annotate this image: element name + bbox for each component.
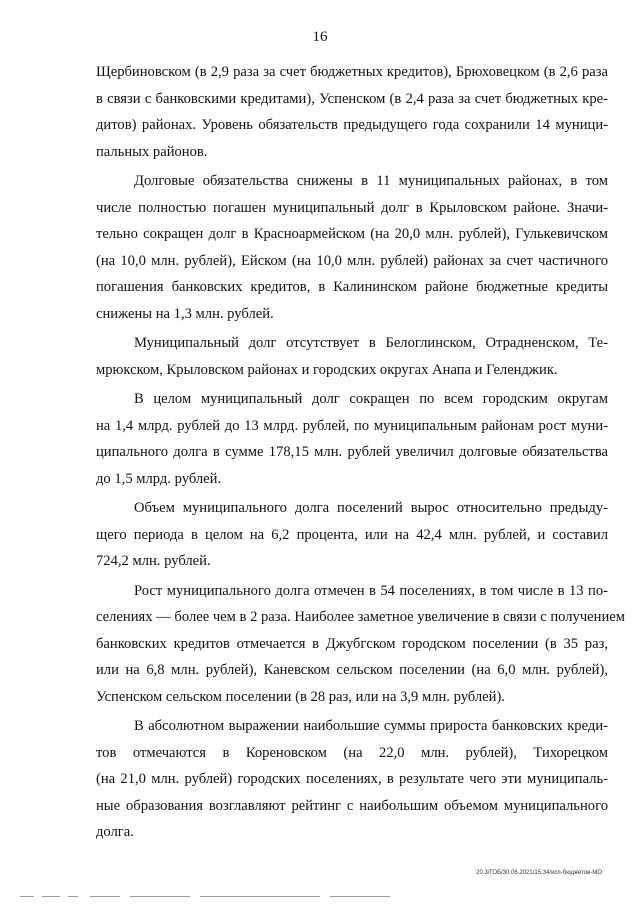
text-line: до 1,5 млрд. рублей. [96, 470, 222, 487]
text-line: В целом муниципальный долг сокращен по всем городским округам [134, 391, 608, 407]
text-line: на 1,4 млрд. рублей до 13 млрд. рублей, по муниципальным районам рост муни- [96, 417, 608, 434]
text-line: дитов) районах. Уровень обязательств предыдущего года сохранили 14 муници- [96, 117, 608, 133]
paragraph [96, 713, 608, 846]
text-line: (на 10,0 млн. рублей), Ейском (на 10,0 млн. рублей) районах за счет частичного [96, 252, 608, 269]
page-number: 16 [312, 29, 328, 45]
paragraph [96, 330, 608, 383]
text-line: снижены на 1,3 млн. рублей. [96, 305, 274, 322]
paragraph [96, 386, 608, 492]
text-line: числе полностью погашен муниципальный долг в Крыловском районе. Значи- [96, 199, 608, 216]
scan-edge-artifact [20, 896, 400, 898]
text-line: Долговые обязательства снижены в 11 муниципальных районах, в том [134, 173, 608, 189]
text-line: пальных районов. [96, 143, 208, 160]
text-line: тельно сокращен долг в Красноармейском (на 20,0 млн. рублей), Гулькевичском [96, 226, 608, 242]
text-line: долга. [96, 824, 134, 840]
text-line: погашения банковских кредитов, в Калининском районе бюджетные кредиты [96, 279, 608, 295]
text-line: ципального долга в сумме 178,15 млн. рублей увеличил долговые обязательства [96, 444, 608, 460]
paragraph [96, 168, 608, 327]
text-line: Рост муниципального долга отмечен в 54 поселениях, в том числе в 13 по- [134, 582, 608, 599]
text-line: селениях — более чем в 2 раза. Наиболее заметное увеличение в связи с получением [96, 609, 625, 625]
paragraph [96, 495, 608, 575]
text-line: щего периода в целом на 6,2 процента, или на 42,4 млн. рублей, и составил [96, 526, 608, 543]
text-line: Щербиновском (в 2,9 раза за счет бюджетных кредитов), Брюховецком (в 2,6 раза [96, 64, 608, 80]
body-text [96, 59, 625, 846]
paragraph [96, 59, 608, 165]
text-line: Объем муниципального долга поселений вырос относительно предыду- [134, 500, 608, 516]
text-line: тов отмечаются в Кореновском (на 22,0 млн. рублей), Тихорецком [96, 744, 608, 761]
text-line: ные образования возглавляют рейтинг с наибольшим объемом муниципального [96, 797, 608, 814]
text-line: В абсолютном выражении наибольшие суммы прироста банковских креди- [134, 718, 608, 734]
text-line: 724,2 млн. рублей. [96, 553, 211, 569]
text-line: банковских кредитов отмечается в Джубгском городском поселении (в 35 раз, [96, 635, 608, 652]
text-line: или на 6,8 млн. рублей), Каневском сельском поселении (на 6,0 млн. рублей), [96, 662, 608, 678]
text-line: Успенском сельском поселении (в 28 раз, или на 3,9 млн. рублей). [96, 688, 505, 705]
text-line: (на 21,0 млн. рублей) городских поселениях, в результате чего эти муниципаль- [96, 771, 608, 787]
paragraph [96, 578, 625, 711]
text-line: в связи с банковскими кредитами), Успенском (в 2,4 раза за счет бюджетных кре- [96, 90, 608, 107]
text-line: Муниципальный долг отсутствует в Белоглинском, Отрадненском, Те- [134, 335, 608, 351]
text-line: мрюкском, Крыловском районах и городских округах Анапа и Геленджик. [96, 361, 558, 378]
footer-document-code: 20.3/ГОБ/30.06.2021/15:34/исп-бюджетов-МО [476, 870, 602, 876]
